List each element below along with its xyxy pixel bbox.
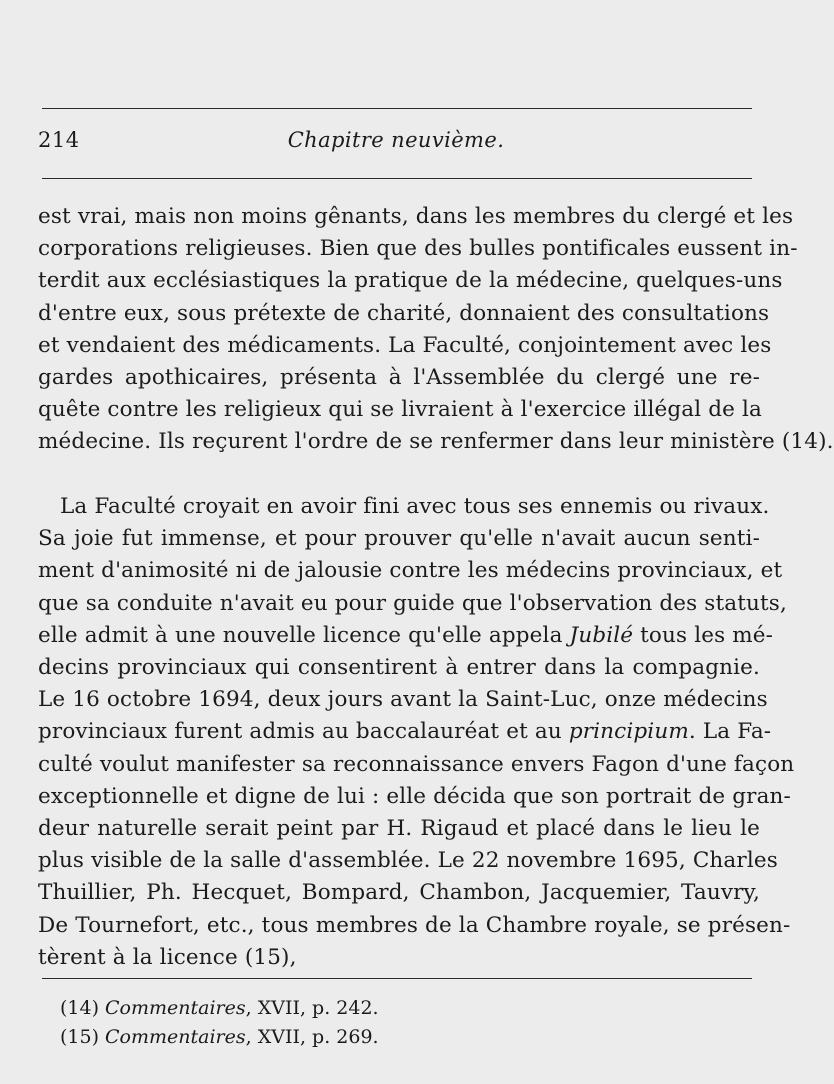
header-top-rule xyxy=(42,108,752,109)
text-line: est vrai, mais non moins gênants, dans les membres du clergé et les xyxy=(38,204,794,229)
text-line: médecine. Ils reçurent l'ordre de se renfermer dans leur ministère (14). xyxy=(38,429,834,455)
footnote-source: Commentaires xyxy=(105,1026,246,1048)
footnote-ref: , XVII, p. 269. xyxy=(245,1026,379,1048)
text-line: d'entre eux, sous prétexte de charité, donnaient des consultations xyxy=(38,300,770,326)
text-line: plus visible de la salle d'assemblée. Le 22 novembre 1695, Charles xyxy=(38,848,778,874)
text-line: De Tournefort, etc., tous membres de la Chambre royale, se présen- xyxy=(38,912,791,938)
footnote-mark: (14) xyxy=(60,997,100,1019)
text-line: Thuillier, Ph. Hecquet, Bompard, Chambon, Jacquemier, Tauvry, xyxy=(38,880,760,906)
text-line: terdit aux ecclésiastiques la pratique de la médecine, quelques-uns xyxy=(38,268,783,294)
text-line: Le 16 octobre 1694, deux jours avant la Saint-Luc, onze médecins xyxy=(38,687,768,713)
footnote-rule xyxy=(42,978,752,979)
footnote-mark: (15) xyxy=(60,1026,100,1048)
text-line: tèrent à la licence (15), xyxy=(38,944,297,970)
paragraph-2 xyxy=(38,491,795,974)
footnote-14 xyxy=(60,994,740,1023)
running-title: Chapitre neuvième. xyxy=(287,128,505,152)
footnote-ref: , XVII, p. 242. xyxy=(245,997,379,1019)
text-run: provinciaux furent admis au baccalauréat et au xyxy=(38,719,562,745)
italic-term-jubile: Jubilé xyxy=(569,622,634,648)
text-line: Sa joie fut immense, et pour prouver qu'elle n'avait aucun senti- xyxy=(38,526,760,552)
footnotes xyxy=(60,994,740,1052)
paragraph-1 xyxy=(38,201,834,459)
text-line xyxy=(38,716,772,748)
text-line: que sa conduite n'avait eu pour guide que l'observation des statuts, xyxy=(38,590,787,616)
footnote-source: Commentaires xyxy=(105,997,246,1019)
text-line: corporations religieuses. Bien que des bulles pontificales eussent in- xyxy=(38,236,798,262)
header-bottom-rule xyxy=(42,178,752,179)
text-line: La Faculté croyait en avoir fini avec tous ses ennemis ou rivaux. xyxy=(60,494,770,519)
text-line: ment d'animosité ni de jalousie contre les médecins provinciaux, et xyxy=(38,558,783,584)
text-line: et vendaient des médicaments. La Faculté, conjointement avec les xyxy=(38,332,772,358)
text-line: deur naturelle serait peint par H. Rigaud et placé dans le lieu le xyxy=(38,816,760,842)
italic-term-principium: principium xyxy=(568,719,689,745)
page-header xyxy=(38,128,754,162)
text-run: . La Fa- xyxy=(688,719,772,745)
page-number: 214 xyxy=(38,128,80,152)
text-line: gardes apothicaires, présenta à l'Assemblée du clergé une re- xyxy=(38,365,760,391)
footnote-15 xyxy=(60,1023,740,1052)
text-line: culté voulut manifester sa reconnaissance envers Fagon d'une façon xyxy=(38,751,795,777)
text-run: tous les mé- xyxy=(633,622,774,648)
text-line xyxy=(38,620,774,652)
text-line: exceptionnelle et digne de lui : elle décida que son portrait de gran- xyxy=(38,783,791,809)
text-run: elle admit à une nouvelle licence qu'elle appela xyxy=(38,622,563,648)
text-line: quête contre les religieux qui se livraient à l'exercice illégal de la xyxy=(38,397,763,423)
text-line: decins provinciaux qui consentirent à entrer dans la compagnie. xyxy=(38,655,760,681)
